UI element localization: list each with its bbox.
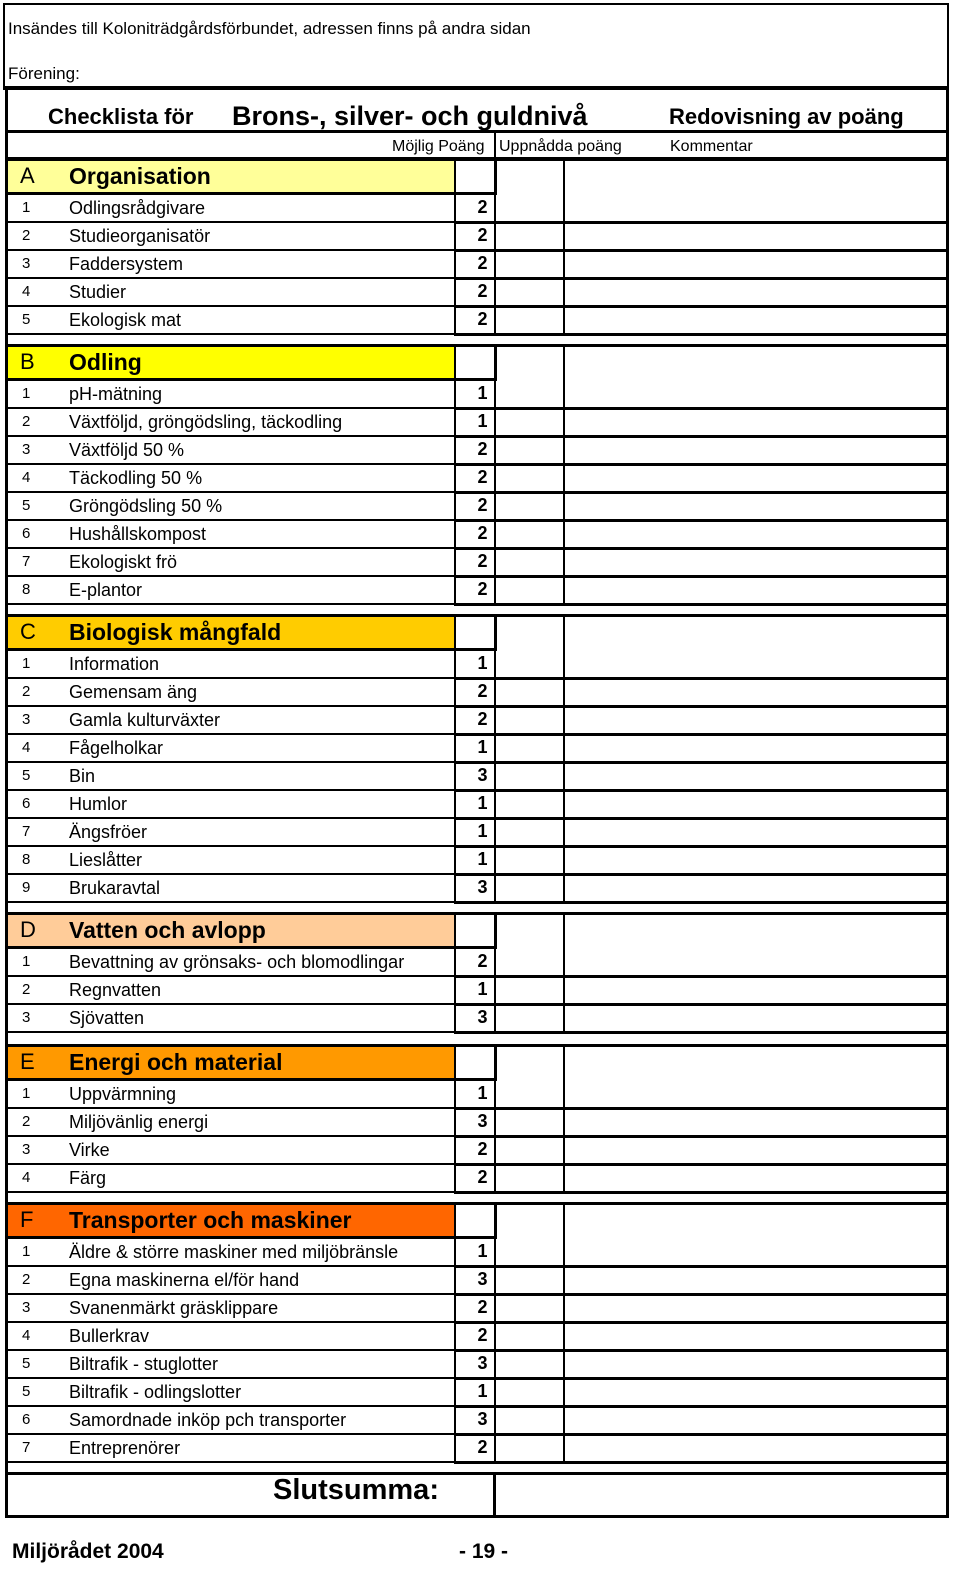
item-comment-input[interactable]: [565, 1351, 945, 1377]
column-line: [454, 344, 456, 605]
checklist-item: [8, 1109, 949, 1137]
item-possible-points: 2: [477, 225, 488, 245]
item-label: pH-mätning: [69, 384, 163, 404]
top-rule: [3, 86, 949, 90]
item-possible-points: 2: [477, 681, 488, 701]
item-number: 7: [22, 1439, 31, 1456]
item-number: 4: [22, 1327, 31, 1344]
item-achieved-points-input[interactable]: [497, 651, 563, 677]
item-number: 2: [22, 227, 31, 244]
item-comment-input[interactable]: [565, 1081, 945, 1107]
column-line: [563, 1046, 565, 1193]
item-comment-input[interactable]: [565, 949, 945, 975]
item-label: Växtföljd 50 %: [69, 440, 185, 460]
item-achieved-points-input[interactable]: [497, 735, 563, 761]
item-possible-points: 3: [477, 1111, 488, 1131]
item-label: Humlor: [69, 794, 128, 814]
footer-page-number: - 19 -: [459, 1540, 509, 1563]
item-number: 2: [22, 413, 31, 430]
item-number: 4: [22, 283, 31, 300]
redovisning-heading: Redovisning av poäng: [669, 104, 904, 129]
section-letter: F: [20, 1207, 34, 1232]
item-label: Regnvatten: [69, 980, 162, 1000]
item-comment-input[interactable]: [565, 1267, 945, 1293]
row-rule: [454, 333, 949, 336]
item-number: 1: [22, 1085, 31, 1102]
item-comment-input[interactable]: [565, 1137, 945, 1163]
item-achieved-points-input[interactable]: [497, 549, 563, 575]
item-number: 1: [22, 953, 31, 970]
section-points-cell: [454, 1044, 497, 1081]
item-label: Färg: [69, 1168, 107, 1188]
column-line: [563, 346, 565, 605]
item-number: 5: [22, 767, 31, 784]
item-number: 2: [22, 1271, 31, 1288]
item-achieved-points-input[interactable]: [497, 437, 563, 463]
column-line: [454, 912, 456, 1033]
item-comment-input[interactable]: [565, 493, 945, 519]
section-title: Transporter och maskiner: [69, 1207, 352, 1233]
item-achieved-points-input[interactable]: [497, 1351, 563, 1377]
item-comment-input[interactable]: [565, 1005, 945, 1031]
item-possible-points: 1: [477, 383, 488, 403]
checklist-item: [8, 1165, 949, 1193]
item-comment-input[interactable]: [565, 1379, 945, 1405]
item-number: 5: [22, 311, 31, 328]
item-comment-input[interactable]: [565, 521, 945, 547]
item-possible-points: 2: [477, 439, 488, 459]
item-label: Bin: [69, 766, 96, 786]
section-title: Vatten och avlopp: [69, 917, 266, 943]
item-possible-points: 2: [477, 523, 488, 543]
item-label: Studieorganisatör: [69, 226, 211, 246]
item-label: Hushållskompost: [69, 524, 207, 544]
column-header-uppnadda-poang: Uppnådda poäng: [499, 138, 622, 155]
item-possible-points: 2: [477, 309, 488, 329]
item-possible-points: 3: [477, 1353, 488, 1373]
item-label: Sjövatten: [69, 1008, 145, 1028]
checklist-item: [8, 251, 949, 279]
item-number: 4: [22, 1169, 31, 1186]
item-comment-input[interactable]: [565, 735, 945, 761]
item-possible-points: 2: [477, 1297, 488, 1317]
item-label: E-plantor: [69, 580, 143, 600]
item-label: Biltrafik - odlingslotter: [69, 1382, 242, 1402]
checklist-item: [8, 1295, 949, 1323]
item-number: 9: [22, 879, 31, 896]
section-letter: B: [20, 349, 35, 374]
item-number: 5: [22, 1383, 31, 1400]
item-achieved-points-input[interactable]: [497, 1323, 563, 1349]
checklist-item: [8, 381, 949, 409]
item-achieved-points-input[interactable]: [497, 1109, 563, 1135]
item-achieved-points-input[interactable]: [497, 1407, 563, 1433]
section-points-cell: [454, 614, 497, 651]
column-line: [494, 130, 496, 158]
item-label: Bevattning av grönsaks- och blomodlingar: [69, 952, 405, 972]
item-label: Täckodling 50 %: [69, 468, 203, 488]
item-possible-points: 1: [477, 653, 488, 673]
item-label: Lieslåtter: [69, 850, 143, 870]
item-number: 6: [22, 525, 31, 542]
item-possible-points: 2: [477, 1325, 488, 1345]
item-achieved-points-input[interactable]: [497, 1267, 563, 1293]
item-achieved-points-input[interactable]: [497, 791, 563, 817]
column-line: [563, 616, 565, 903]
item-possible-points: 1: [477, 1083, 488, 1103]
checklist-item: [8, 1379, 949, 1407]
section-letter: D: [20, 917, 36, 942]
item-comment-input[interactable]: [565, 819, 945, 845]
item-label: Miljövänlig energi: [69, 1112, 209, 1132]
item-possible-points: 2: [477, 281, 488, 301]
section-points-cell: [454, 158, 497, 195]
item-possible-points: 2: [477, 253, 488, 273]
item-possible-points: 2: [477, 1139, 488, 1159]
section-letter: E: [20, 1049, 35, 1074]
checklist-item: [8, 977, 949, 1005]
sum-input[interactable]: [497, 1475, 946, 1512]
checklist-item: [8, 763, 949, 791]
item-comment-input[interactable]: [565, 279, 945, 305]
item-achieved-points-input[interactable]: [497, 875, 563, 901]
item-achieved-points-input[interactable]: [497, 1239, 563, 1265]
section-title: Energi och material: [69, 1049, 283, 1075]
item-possible-points: 2: [477, 551, 488, 571]
row-rule: [454, 1461, 949, 1464]
item-comment-input[interactable]: [565, 1435, 945, 1461]
column-header-mojlig-poang: Möjlig Poäng: [392, 138, 485, 155]
forening-label: Förening:: [8, 64, 80, 83]
item-comment-input[interactable]: [565, 875, 945, 901]
item-label: Ängsfröer: [69, 822, 148, 842]
item-achieved-points-input[interactable]: [497, 1081, 563, 1107]
section-letter: A: [20, 163, 35, 188]
item-possible-points: 1: [477, 793, 488, 813]
item-number: 3: [22, 1299, 31, 1316]
item-comment-input[interactable]: [565, 1323, 945, 1349]
item-number: 4: [22, 739, 31, 756]
item-comment-input[interactable]: [565, 1109, 945, 1135]
item-number: 1: [22, 385, 31, 402]
item-possible-points: 1: [477, 737, 488, 757]
item-achieved-points-input[interactable]: [497, 195, 563, 221]
column-line: [563, 914, 565, 1033]
checklist-item: [8, 279, 949, 307]
item-label: Samordnade inköp pch transporter: [69, 1410, 347, 1430]
item-number: 6: [22, 795, 31, 812]
checklist-item: [8, 791, 949, 819]
checklist-item: [8, 949, 949, 977]
item-number: 8: [22, 581, 31, 598]
row-rule: [8, 1461, 454, 1463]
checklist-item: [8, 875, 949, 903]
item-achieved-points-input[interactable]: [497, 763, 563, 789]
checklist-item: [8, 1323, 949, 1351]
item-number: 2: [22, 1113, 31, 1130]
column-line: [454, 158, 456, 335]
section-letter: C: [20, 619, 36, 644]
item-number: 3: [22, 441, 31, 458]
item-achieved-points-input[interactable]: [497, 819, 563, 845]
item-possible-points: 2: [477, 709, 488, 729]
item-achieved-points-input[interactable]: [497, 847, 563, 873]
item-possible-points: 2: [477, 1437, 488, 1457]
section-header-d: [8, 912, 454, 949]
item-comment-input[interactable]: [565, 195, 945, 221]
checklist-item: [8, 1081, 949, 1109]
checklist-item: [8, 819, 949, 847]
item-comment-input[interactable]: [565, 307, 945, 333]
row-rule: [8, 333, 454, 335]
item-possible-points: 2: [477, 467, 488, 487]
checklist-item: [8, 1005, 949, 1033]
checklist-item: [8, 1239, 949, 1267]
item-comment-input[interactable]: [565, 549, 945, 575]
column-line: [454, 614, 456, 903]
item-achieved-points-input[interactable]: [497, 949, 563, 975]
item-achieved-points-input[interactable]: [497, 223, 563, 249]
item-comment-input[interactable]: [565, 1239, 945, 1265]
item-comment-input[interactable]: [565, 651, 945, 677]
item-comment-input[interactable]: [565, 251, 945, 277]
checklist-item: [8, 521, 949, 549]
item-possible-points: 3: [477, 1007, 488, 1027]
checklista-heading: Checklista för: [48, 104, 194, 129]
checklist-item: [8, 437, 949, 465]
row-rule: [8, 901, 454, 903]
column-line: [563, 1204, 565, 1463]
item-possible-points: 1: [477, 821, 488, 841]
section-header-c: [8, 614, 454, 651]
item-possible-points: 1: [477, 849, 488, 869]
item-achieved-points-input[interactable]: [497, 577, 563, 603]
column-line: [494, 1202, 496, 1463]
checklist-item: [8, 1435, 949, 1463]
checklist-item: [8, 679, 949, 707]
item-possible-points: 1: [477, 1381, 488, 1401]
item-number: 4: [22, 469, 31, 486]
item-number: 1: [22, 199, 31, 216]
checklist-item: [8, 493, 949, 521]
item-number: 7: [22, 553, 31, 570]
checklist-item: [8, 307, 949, 335]
item-label: Biltrafik - stuglotter: [69, 1354, 219, 1374]
item-achieved-points-input[interactable]: [497, 279, 563, 305]
item-achieved-points-input[interactable]: [497, 307, 563, 333]
checklist-item: [8, 1407, 949, 1435]
section-header-a: [8, 158, 454, 195]
item-comment-input[interactable]: [565, 763, 945, 789]
checklist-item: [8, 735, 949, 763]
item-label: Egna maskinerna el/för hand: [69, 1270, 300, 1290]
item-comment-input[interactable]: [565, 577, 945, 603]
section-points-cell: [454, 344, 497, 381]
item-number: 8: [22, 851, 31, 868]
item-number: 3: [22, 1141, 31, 1158]
item-label: Information: [69, 654, 160, 674]
column-header-kommentar: Kommentar: [670, 138, 753, 155]
item-possible-points: 3: [477, 1409, 488, 1429]
checklist-item: [8, 465, 949, 493]
item-number: 3: [22, 711, 31, 728]
item-comment-input[interactable]: [565, 465, 945, 491]
item-label: Ekologisk mat: [69, 310, 182, 330]
item-achieved-points-input[interactable]: [497, 1137, 563, 1163]
item-possible-points: 1: [477, 979, 488, 999]
checklist-item: [8, 549, 949, 577]
niva-heading: Brons-, silver- och guldnivå: [232, 101, 588, 131]
row-rule: [454, 1191, 949, 1194]
section-points-cell: [454, 1202, 497, 1239]
checklist-item: [8, 651, 949, 679]
checklist-item: [8, 195, 949, 223]
item-comment-input[interactable]: [565, 847, 945, 873]
section-header-e: [8, 1044, 454, 1081]
item-number: 1: [22, 1243, 31, 1260]
item-number: 3: [22, 255, 31, 272]
footer-publisher: Miljörådet 2004: [12, 1540, 164, 1563]
checklist-item: [8, 409, 949, 437]
item-label: Faddersystem: [69, 254, 184, 274]
row-rule: [454, 603, 949, 606]
header-box: [3, 3, 949, 87]
item-number: 1: [22, 655, 31, 672]
item-number: 5: [22, 1355, 31, 1372]
item-comment-input[interactable]: [565, 409, 945, 435]
sum-label: Slutsumma:: [273, 1474, 439, 1506]
item-comment-input[interactable]: [565, 381, 945, 407]
row-rule: [8, 603, 454, 605]
checklist-item: [8, 1351, 949, 1379]
intro-text: Insändes till Koloniträdgårdsförbundet, adressen finns på andra sidan: [8, 19, 531, 38]
column-line: [454, 1044, 456, 1193]
row-rule: [454, 1031, 949, 1034]
item-number: 7: [22, 823, 31, 840]
item-achieved-points-input[interactable]: [497, 251, 563, 277]
item-label: Entreprenörer: [69, 1438, 181, 1458]
item-achieved-points-input[interactable]: [497, 381, 563, 407]
item-achieved-points-input[interactable]: [497, 1379, 563, 1405]
item-achieved-points-input[interactable]: [497, 521, 563, 547]
item-achieved-points-input[interactable]: [497, 1295, 563, 1321]
item-comment-input[interactable]: [565, 223, 945, 249]
checklist-item: [8, 1267, 949, 1295]
column-line: [494, 158, 496, 335]
checklist-item: [8, 223, 949, 251]
item-label: Brukaravtal: [69, 878, 161, 898]
row-rule: [8, 1031, 454, 1033]
item-label: Uppvärmning: [69, 1084, 177, 1104]
item-number: 3: [22, 1009, 31, 1026]
item-label: Gemensam äng: [69, 682, 198, 702]
section-title: Biologisk mångfald: [69, 619, 282, 645]
item-comment-input[interactable]: [565, 707, 945, 733]
item-label: Odlingsrådgivare: [69, 198, 206, 218]
item-possible-points: 3: [477, 765, 488, 785]
item-achieved-points-input[interactable]: [497, 679, 563, 705]
column-line: [494, 1044, 496, 1193]
item-possible-points: 1: [477, 411, 488, 431]
item-possible-points: 2: [477, 495, 488, 515]
item-number: 2: [22, 683, 31, 700]
section-header-b: [8, 344, 454, 381]
item-label: Gröngödsling 50 %: [69, 496, 223, 516]
item-achieved-points-input[interactable]: [497, 1435, 563, 1461]
column-line: [494, 912, 496, 1033]
item-label: Svanenmärkt gräsklippare: [69, 1298, 279, 1318]
item-achieved-points-input[interactable]: [497, 465, 563, 491]
item-label: Studier: [69, 282, 127, 302]
item-achieved-points-input[interactable]: [497, 1005, 563, 1031]
item-comment-input[interactable]: [565, 1165, 945, 1191]
item-achieved-points-input[interactable]: [497, 493, 563, 519]
item-number: 5: [22, 497, 31, 514]
item-label: Fågelholkar: [69, 738, 164, 758]
section-header-f: [8, 1202, 454, 1239]
item-possible-points: 3: [477, 1269, 488, 1289]
item-label: Växtföljd, gröngödsling, täckodling: [69, 412, 343, 432]
section-points-cell: [454, 912, 497, 949]
item-achieved-points-input[interactable]: [497, 977, 563, 1003]
item-achieved-points-input[interactable]: [497, 1165, 563, 1191]
section-title: Odling: [69, 349, 142, 375]
checklist-item: [8, 707, 949, 735]
checklist-item: [8, 577, 949, 605]
item-label: Äldre & större maskiner med miljöbränsle: [69, 1242, 399, 1262]
checklist-item: [8, 847, 949, 875]
item-possible-points: 2: [477, 579, 488, 599]
item-comment-input[interactable]: [565, 1295, 945, 1321]
sum-divider: [493, 1472, 496, 1515]
item-possible-points: 2: [477, 951, 488, 971]
item-comment-input[interactable]: [565, 791, 945, 817]
item-achieved-points-input[interactable]: [497, 409, 563, 435]
item-label: Virke: [69, 1140, 110, 1160]
row-rule: [8, 1191, 454, 1193]
item-label: Bullerkrav: [69, 1326, 150, 1346]
item-label: Gamla kulturväxter: [69, 710, 221, 730]
column-line: [454, 1202, 456, 1463]
column-line: [494, 344, 496, 605]
column-line: [563, 160, 565, 335]
column-line: [494, 614, 496, 903]
item-possible-points: 2: [477, 1167, 488, 1187]
section-title: Organisation: [69, 163, 211, 189]
item-achieved-points-input[interactable]: [497, 707, 563, 733]
row-rule: [454, 901, 949, 904]
item-possible-points: 3: [477, 877, 488, 897]
item-number: 2: [22, 981, 31, 998]
item-label: Ekologiskt frö: [69, 552, 178, 572]
checklist-item: [8, 1137, 949, 1165]
item-comment-input[interactable]: [565, 679, 945, 705]
item-comment-input[interactable]: [565, 977, 945, 1003]
item-possible-points: 1: [477, 1241, 488, 1261]
item-comment-input[interactable]: [565, 1407, 945, 1433]
header-rule: [5, 130, 949, 133]
item-possible-points: 2: [477, 197, 488, 217]
item-number: 6: [22, 1411, 31, 1428]
item-comment-input[interactable]: [565, 437, 945, 463]
